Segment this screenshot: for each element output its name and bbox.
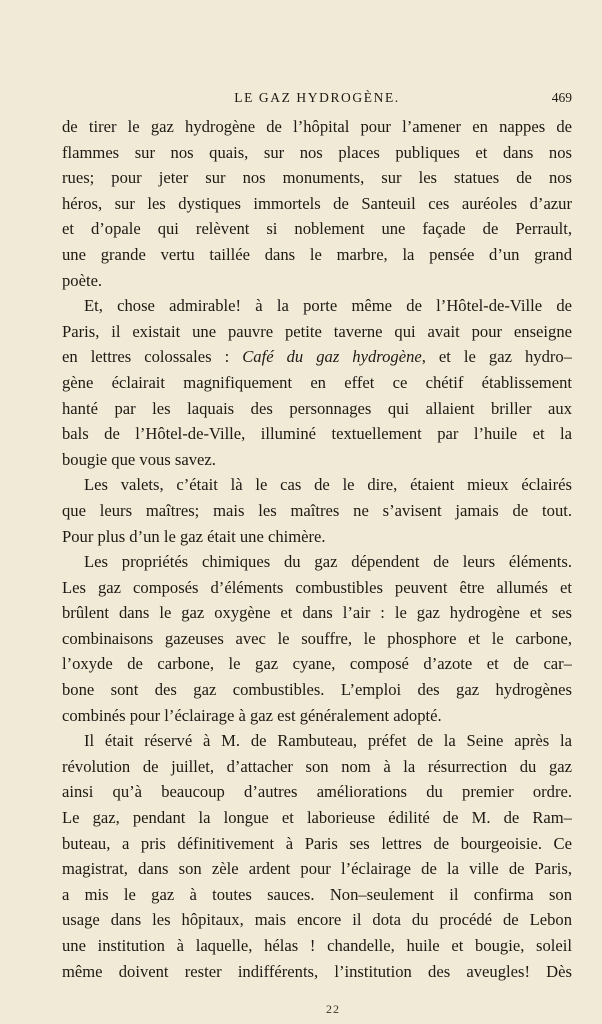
signature-mark: 22 [326, 1002, 340, 1016]
text-line: bone sont des gaz combustibles. L’emploi des gaz hydrogènes [62, 680, 572, 700]
text-line: et d’opale qui relèvent si noblement une façade de Perrault, [62, 219, 572, 239]
text-line [62, 344, 572, 370]
text-line: l’oxyde de carbone, le gaz cyane, composé d’azote et de car– [62, 654, 572, 674]
text-line: bals de l’Hôtel-de-Ville, illuminé textuellement par l’huile et la [62, 424, 572, 444]
text-line: hanté par les laquais des personnages qui allaient briller aux [62, 398, 572, 418]
text-line: rues; pour jeter sur nos monuments, sur les statues de nos [62, 168, 572, 188]
text-line: usage dans les hôpitaux, mais encore il dota du procédé de Lebon [62, 910, 572, 930]
text-line: poète. [62, 270, 103, 290]
text-line: Et, chose admirable! à la porte même de l’Hôtel-de-Ville de [84, 296, 572, 316]
body-text [62, 114, 572, 984]
page-number: 469 [551, 90, 572, 105]
text-segment: , et le gaz hydro– [421, 347, 572, 367]
text-line: magistrat, dans son zèle ardent pour l’éclairage de la ville de Paris, [62, 859, 572, 879]
text-line: une grande vertu taillée dans le marbre, la pensée d’un grand [62, 244, 572, 264]
text-line: combinés pour l’éclairage à gaz est généralement adopté. [62, 705, 442, 725]
text-line: brûlent dans le gaz oxygène et dans l’air : le gaz hydrogène et ses [62, 603, 572, 623]
text-line: gène éclairait magnifiquement en effet ce chétif établissement [62, 372, 572, 392]
text-line: bougie que vous savez. [62, 449, 216, 469]
running-title: LE GAZ HYDROGÈNE. [234, 90, 400, 105]
text-line: de tirer le gaz hydrogène de l’hôpital pour l’amener en nappes de [62, 117, 572, 136]
text-line: Il était réservé à M. de Rambuteau, préfet de la Seine après la [84, 731, 572, 751]
text-segment: en lettres colossales : [62, 347, 243, 367]
text-line: combinaisons gazeuses avec le souffre, le phosphore et le carbone, [62, 628, 572, 648]
italic-title: Café du gaz hydrogène [242, 347, 422, 367]
text-line: ainsi qu’à beaucoup d’autres améliorations du premier ordre. [62, 782, 572, 802]
text-line: Les valets, c’était là le cas de le dire, étaient mieux éclairés [84, 475, 572, 495]
text-line: Pour plus d’un le gaz était une chimère. [62, 526, 326, 546]
text-line: que leurs maîtres; mais les maîtres ne s’avisent jamais de tout. [62, 500, 572, 520]
text-line: Les propriétés chimiques du gaz dépendent de leurs éléments. [84, 552, 572, 572]
text-line: a mis le gaz à toutes sauces. Non–seulement il confirma son [62, 884, 572, 904]
text-line: même doivent rester indifférents, l’institution des aveugles! Dès [62, 961, 572, 981]
text-line: héros, sur les dystiques immortels de Santeuil ces auréoles d’azur [62, 193, 572, 213]
text-line: buteau, a pris définitivement à Paris ses lettres de bourgeoisie. Ce [62, 833, 572, 853]
text-line: flammes sur nos quais, sur nos places publiques et dans nos [62, 142, 572, 162]
text-line: Les gaz composés d’éléments combustibles peuvent être allumés et [62, 577, 572, 597]
text-line: révolution de juillet, d’attacher son nom à la résurrection du gaz [62, 756, 572, 776]
text-line: Paris, il existait une pauvre petite taverne qui avait pour enseigne [62, 321, 572, 341]
text-line: une institution à laquelle, hélas ! chandelle, huile et bougie, soleil [62, 936, 572, 955]
running-head [62, 88, 572, 110]
text-line: Le gaz, pendant la longue et laborieuse édilité de M. de Ram– [62, 808, 572, 828]
